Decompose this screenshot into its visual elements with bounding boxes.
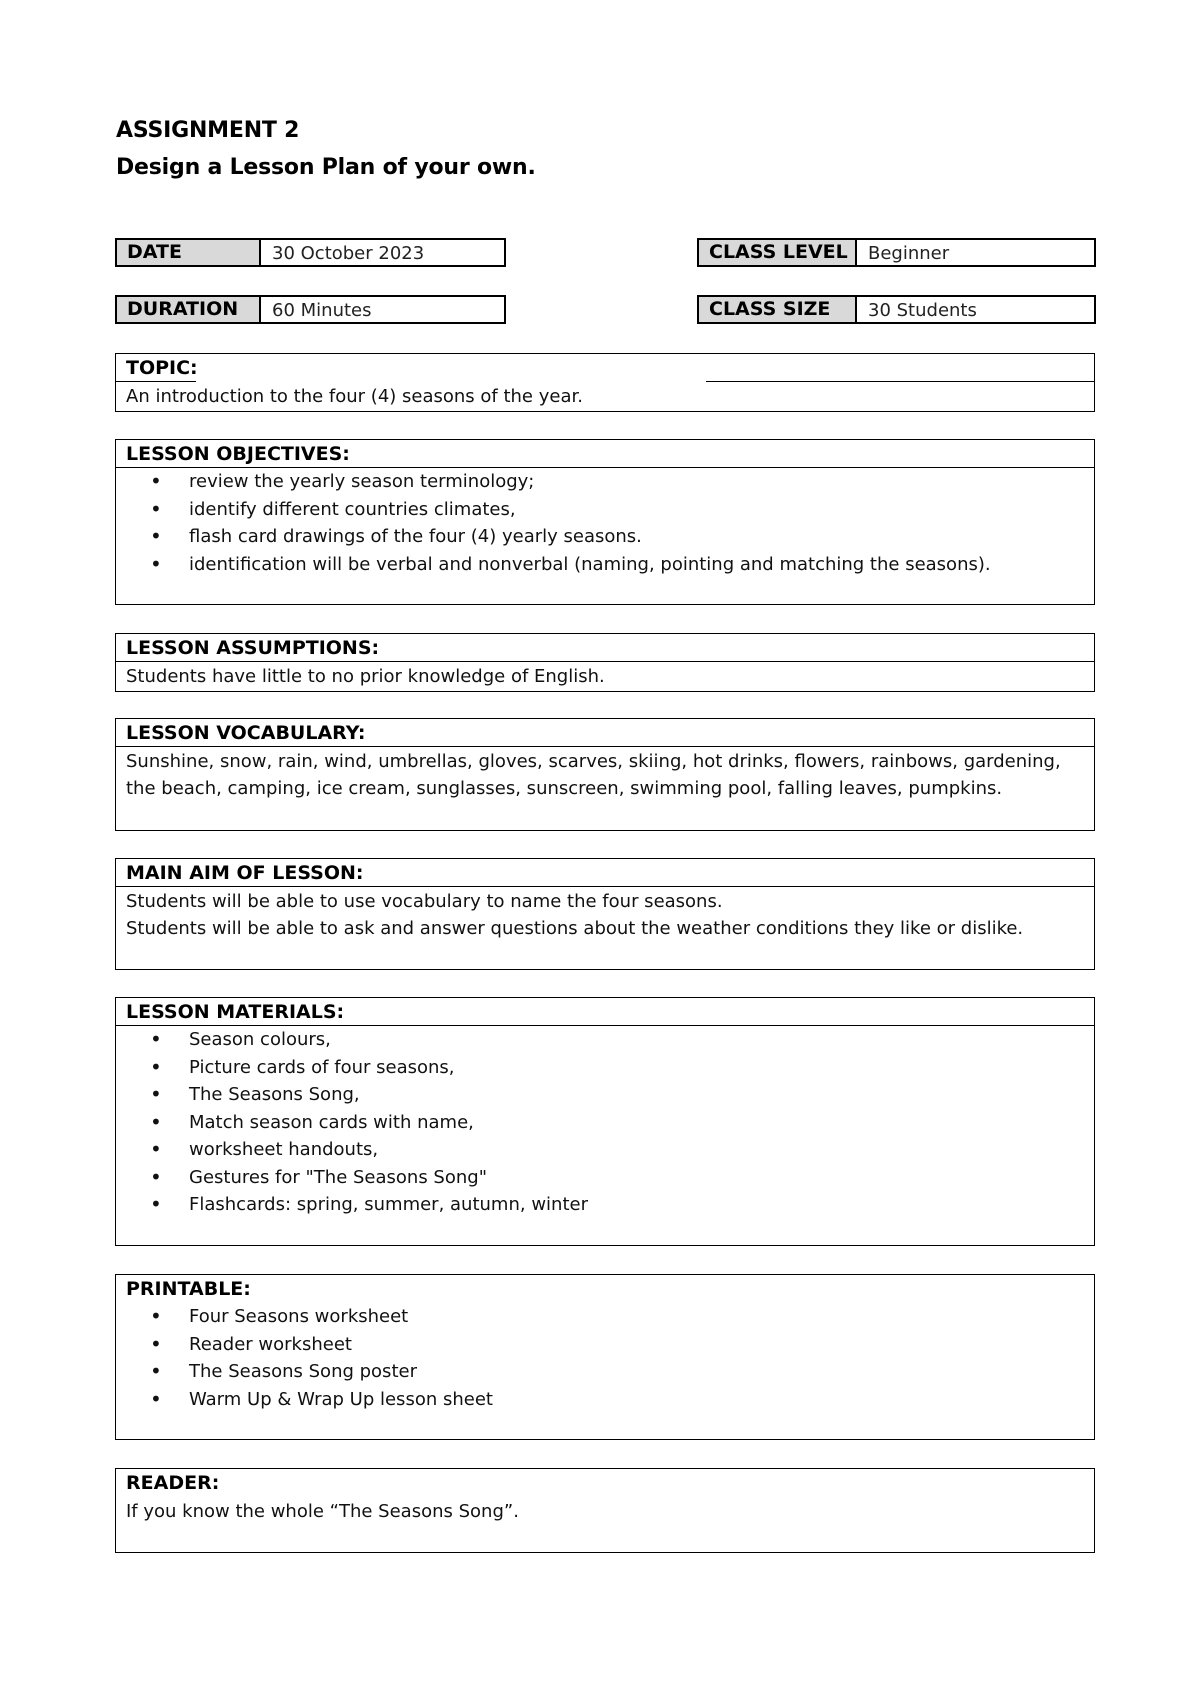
class-level-field [697,238,1096,267]
list-item: • Season colours, [116,1026,1094,1054]
assignment-title: ASSIGNMENT 2 [116,118,300,143]
duration-field [115,295,506,324]
vocabulary-body [116,747,1094,802]
topic-text: An introduction to the four (4) seasons of the year. [126,386,583,407]
date-field [115,238,506,267]
date-value: 30 October 2023 [272,243,425,264]
vocabulary-line: the beach, camping, ice cream, sunglasses, sunscreen, swimming pool, falling leaves, pumpkins. [126,778,1003,799]
main-aim-section [115,858,1095,970]
list-item: • flash card drawings of the four (4) yearly seasons. [116,523,1094,551]
list-item: • The Seasons Song, [116,1081,1094,1109]
list-item: • Gestures for "The Seasons Song" [116,1164,1094,1192]
list-item: • review the yearly season terminology; [116,468,1094,496]
assumptions-section [115,633,1095,692]
list-item: • worksheet handouts, [116,1136,1094,1164]
assumptions-heading: LESSON ASSUMPTIONS: [116,634,1094,662]
main-aim-line: Students will be able to ask and answer questions about the weather conditions they like or dislike. [126,918,1024,939]
topic-heading-text: TOPIC: [126,357,198,379]
list-item: • The Seasons Song poster [116,1358,1094,1386]
materials-heading: LESSON MATERIALS: [116,998,1094,1026]
duration-value: 60 Minutes [272,300,372,321]
duration-label: DURATION [117,297,261,322]
assumptions-text: Students have little to no prior knowledge of English. [126,666,605,687]
class-level-value: Beginner [868,243,950,264]
topic-divider-gap [196,380,706,384]
assignment-subtitle: Design a Lesson Plan of your own. [116,155,536,180]
reader-text: If you know the whole “The Seasons Song”. [126,1501,519,1522]
main-aim-body [116,887,1094,942]
class-size-field [697,295,1096,324]
objectives-list [116,468,1094,578]
list-item: • Match season cards with name, [116,1109,1094,1137]
list-item: • identification will be verbal and nonverbal (naming, pointing and matching the seasons). [116,551,1094,579]
list-item: • Flashcards: spring, summer, autumn, winter [116,1191,1094,1219]
list-item: • Four Seasons worksheet [116,1303,1094,1331]
class-size-label: CLASS SIZE [699,297,857,322]
objectives-section [115,439,1095,605]
list-item: • Reader worksheet [116,1331,1094,1359]
topic-heading [116,354,1094,382]
reader-section [115,1468,1095,1553]
list-item: • Warm Up & Wrap Up lesson sheet [116,1386,1094,1414]
objectives-heading: LESSON OBJECTIVES: [116,440,1094,468]
materials-section [115,997,1095,1246]
list-item: • Picture cards of four seasons, [116,1054,1094,1082]
main-aim-line: Students will be able to use vocabulary to name the four seasons. [126,891,723,912]
topic-section [115,353,1095,412]
class-size-value: 30 Students [868,300,977,321]
list-item: • identify different countries climates, [116,496,1094,524]
date-label: DATE [117,240,261,265]
vocabulary-section [115,718,1095,831]
reader-heading: READER: [126,1472,220,1494]
materials-list [116,1026,1094,1219]
printable-section [115,1274,1095,1440]
vocabulary-heading: LESSON VOCABULARY: [116,719,1094,747]
printable-heading: PRINTABLE: [126,1278,251,1300]
vocabulary-line: Sunshine, snow, rain, wind, umbrellas, gloves, scarves, skiing, hot drinks, flowers, rainbows, gardening, [126,751,1061,772]
class-level-label: CLASS LEVEL [699,240,857,265]
printable-list [116,1303,1094,1413]
main-aim-heading: MAIN AIM OF LESSON: [116,859,1094,887]
